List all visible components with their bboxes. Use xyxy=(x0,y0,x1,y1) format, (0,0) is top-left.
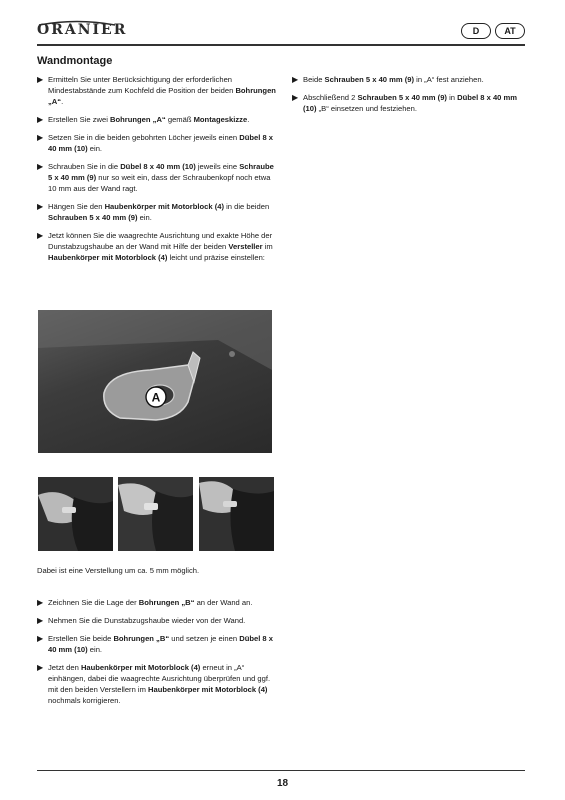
instruction-item xyxy=(37,633,277,655)
instruction-item xyxy=(37,201,277,223)
instruction-text: leicht und präzise einstellen: xyxy=(167,253,265,262)
instruction-text: Jetzt den xyxy=(48,663,81,672)
instruction-item xyxy=(37,132,277,154)
instruction-item xyxy=(37,615,277,626)
bullet-arrow-icon: ▶ xyxy=(292,75,299,84)
page-number: 18 xyxy=(276,778,289,789)
instruction-text-bold: Dübel 8 x 40 mm (10) xyxy=(120,162,196,171)
instruction-text: nur so weit ein, dass der Schraubenkopf noch etwa 10 mm aus der Wand ragt. xyxy=(48,173,271,193)
instructions-bottom-column xyxy=(37,597,277,713)
instruction-text-bold: Dübel 8 x 40 mm (10) xyxy=(48,634,273,654)
instruction-text: Hängen Sie den xyxy=(48,202,105,211)
instruction-text: erneut in „A“ einhängen, dabei die waagrechte Ausrichtung überprüfen und ggf. mit den beiden Verstellern im xyxy=(48,663,271,694)
instruction-text: ein. xyxy=(137,213,152,222)
instruction-text: gemäß xyxy=(165,115,194,124)
instruction-text: Beide xyxy=(303,75,325,84)
bullet-arrow-icon: ▶ xyxy=(37,598,44,607)
instruction-text-bold: Bohrungen „B“ xyxy=(138,598,195,607)
instruction-text: in „A“ fest anziehen. xyxy=(414,75,484,84)
instruction-text: jeweils eine xyxy=(195,162,240,171)
instruction-text-bold: Bohrungen „A“ xyxy=(48,86,276,106)
bullet-arrow-icon: ▶ xyxy=(37,634,44,643)
instruction-text: . xyxy=(61,97,64,106)
instruction-text: ein. xyxy=(87,144,103,153)
instruction-text-bold: Bohrungen „B“ xyxy=(113,634,170,643)
bullet-arrow-icon: ▶ xyxy=(37,75,44,84)
bullet-arrow-icon: ▶ xyxy=(37,162,44,171)
instruction-text-bold: Bohrungen „A“ xyxy=(110,115,166,124)
bullet-arrow-icon: ▶ xyxy=(37,202,44,211)
instruction-text-bold: Haubenkörper mit Motorblock (4) xyxy=(80,663,201,672)
instruction-text: Schrauben Sie in die xyxy=(48,162,121,171)
brand-logo: ORANIER xyxy=(37,22,128,38)
photo-caption: Dabei ist eine Verstellung um ca. 5 mm möglich. xyxy=(37,566,200,575)
bullet-arrow-icon: ▶ xyxy=(37,133,44,142)
instruction-item xyxy=(292,92,528,114)
instruction-text: Nehmen Sie die Dunstabzugshaube wieder von der Wand. xyxy=(48,616,246,625)
instruction-text: Ermitteln Sie unter Berücksichtigung der erforderlichen Mindestabstände zum Kochfeld die Position der beiden xyxy=(48,75,236,95)
instruction-item xyxy=(37,597,277,608)
instruction-text: in die beiden xyxy=(223,202,270,211)
instruction-text: ein. xyxy=(87,645,103,654)
instruction-text: Zeichnen Sie die Lage der xyxy=(48,598,139,607)
instruction-text-bold: Dübel 8 x 40 mm (10) xyxy=(303,93,518,113)
section-title: Wandmontage xyxy=(37,55,113,67)
instruction-text: an der Wand an. xyxy=(194,598,253,607)
instruction-text: und setzen je einen xyxy=(169,634,240,643)
instruction-text-bold: Schraube 5 x 40 mm (9) xyxy=(48,162,274,182)
lang-badge-at: AT xyxy=(495,23,525,39)
instruction-item xyxy=(37,161,277,194)
callout-a-label: A xyxy=(151,390,161,405)
instruction-text: „B“ einsetzen und festziehen. xyxy=(316,104,417,113)
lang-badge-d: D xyxy=(461,23,491,39)
language-badges xyxy=(461,23,525,39)
instruction-text: . xyxy=(247,115,250,124)
instruction-text: im xyxy=(262,242,273,251)
instruction-text-bold: Dübel 8 x 40 mm (10) xyxy=(48,133,274,153)
instruction-text: Abschließend 2 xyxy=(303,93,358,102)
instruction-text: nochmals korrigieren. xyxy=(48,696,121,705)
header-rule xyxy=(37,44,525,46)
bullet-arrow-icon: ▶ xyxy=(37,115,44,124)
bracket-illustration xyxy=(38,310,272,453)
adjustment-photo-1 xyxy=(38,477,113,551)
instruction-text-bold: Montageskizze xyxy=(193,115,248,124)
instruction-item xyxy=(37,114,277,125)
instruction-text: Setzen Sie in die beiden gebohrten Löcher jeweils einen xyxy=(48,133,240,142)
instruction-text-bold: Haubenkörper mit Motorblock (4) xyxy=(148,685,268,694)
instruction-text-bold: Haubenkörper mit Motorblock (4) xyxy=(48,253,168,262)
bullet-arrow-icon: ▶ xyxy=(292,93,299,102)
instruction-item xyxy=(37,662,277,706)
instruction-text: Erstellen Sie zwei xyxy=(48,115,111,124)
bullet-arrow-icon: ▶ xyxy=(37,663,44,672)
instructions-left-column xyxy=(37,74,277,270)
instruction-text: in xyxy=(446,93,458,102)
instruction-text: Jetzt können Sie die waagrechte Ausrichtung und exakte Höhe der Dunstabzugshaube an der Wand mit Hilfe der beiden xyxy=(48,231,273,251)
instruction-item xyxy=(37,230,277,263)
footer-rule xyxy=(37,770,525,771)
adjustment-photo-2 xyxy=(118,477,193,551)
adjustment-photo-3 xyxy=(199,477,274,551)
instruction-text-bold: Schrauben 5 x 40 mm (9) xyxy=(48,213,138,222)
bullet-arrow-icon: ▶ xyxy=(37,231,44,240)
instruction-text: Erstellen Sie beide xyxy=(48,634,114,643)
instruction-text-bold: Versteller xyxy=(228,242,263,251)
instruction-item xyxy=(37,74,277,107)
instruction-text-bold: Schrauben 5 x 40 mm (9) xyxy=(357,93,447,102)
instructions-right-column xyxy=(292,74,528,121)
instruction-item xyxy=(292,74,528,85)
mounting-bracket-photo xyxy=(38,310,272,453)
bullet-arrow-icon: ▶ xyxy=(37,616,44,625)
instruction-text-bold: Schrauben 5 x 40 mm (9) xyxy=(324,75,415,84)
instruction-text-bold: Haubenkörper mit Motorblock (4) xyxy=(104,202,224,211)
